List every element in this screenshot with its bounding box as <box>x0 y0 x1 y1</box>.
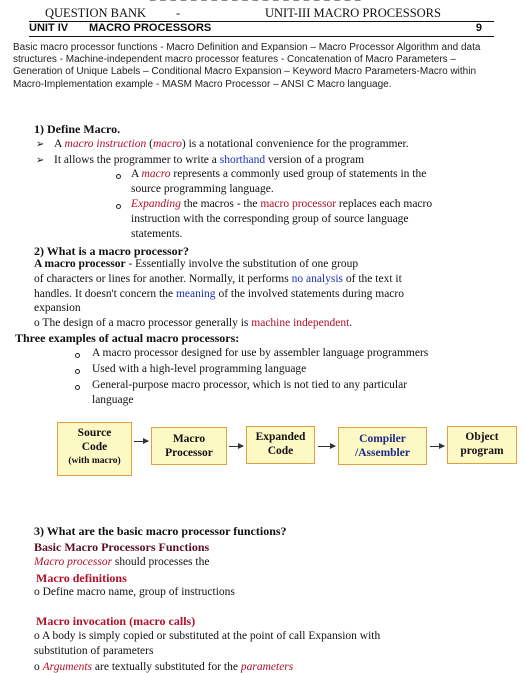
parameters-term: parameters <box>240 661 294 673</box>
text: . <box>349 317 353 329</box>
box-note: (with macro) <box>68 456 121 466</box>
macro-processor-box <box>151 427 227 465</box>
q2-paragraph-line4: expansion <box>34 302 81 314</box>
q1-bullet-1 <box>54 138 409 150</box>
meaning-link[interactable]: meaning <box>175 288 216 300</box>
q3-line1 <box>34 556 209 568</box>
unit-title: UNIT-III MACRO PROCESSORS <box>265 6 441 20</box>
q2-paragraph-line3 <box>34 288 404 300</box>
text: handles. It doesn't concern the <box>34 288 176 300</box>
macro-invocation-item-line1: o A body is simply copied or substituted at the point of call Expansion with <box>34 630 381 642</box>
box-label: /Assembler <box>355 447 410 459</box>
macro-term: macro <box>152 138 182 150</box>
unit-number: UNIT IV <box>29 22 69 34</box>
q1-sub-2-line2: instruction with the corresponding group of source language <box>131 213 409 225</box>
box-label: Macro <box>172 433 206 445</box>
basic-functions-heading: Basic Macro Processors Functions <box>34 540 210 554</box>
shorthand-link[interactable]: shorthand <box>219 154 266 166</box>
q2-design-line <box>34 317 352 329</box>
q1-sub-1-line2: source programming language. <box>131 183 274 195</box>
circle-bullet-icon <box>75 369 80 374</box>
text: It allows the programmer to write a <box>54 154 220 166</box>
box-label: Code <box>81 441 108 453</box>
text: A <box>54 138 65 150</box>
q1-sub-2-line3: statements. <box>131 228 183 240</box>
arguments-line-cropped <box>34 661 293 673</box>
circle-bullet-icon <box>116 174 121 179</box>
q2-paragraph-line2 <box>34 273 402 285</box>
example-item: A macro processor designed for use by assembler language programmers <box>92 347 429 359</box>
text: the macros - the <box>180 198 261 210</box>
source-code-box <box>57 422 132 476</box>
box-label: Compiler <box>359 433 406 445</box>
text: o <box>34 661 43 673</box>
text: represents a commonly used group of statements in the <box>170 168 427 180</box>
expanding-term: Expanding <box>131 198 181 210</box>
q2-paragraph-line1 <box>34 258 358 270</box>
macro-processor-link[interactable]: macro processor <box>260 198 337 210</box>
text: version of a program <box>265 154 365 166</box>
text: of characters or lines for another. Normally, it performs <box>34 273 292 285</box>
macro-term: macro <box>141 168 171 180</box>
arrow-bullet-icon: ➢ <box>36 155 45 166</box>
subheader-rule <box>29 36 494 37</box>
question-bank-label: QUESTION BANK <box>45 6 147 20</box>
box-label: Source <box>77 427 112 439</box>
text: - Essentially involve the substitution of one group <box>125 258 359 270</box>
text: replaces each macro <box>336 198 433 210</box>
object-program-box <box>447 426 517 464</box>
macro-processor-term: A macro processor <box>34 258 126 270</box>
macro-instruction-term: macro instruction <box>64 138 147 150</box>
arguments-term: Arguments <box>42 661 93 673</box>
flow-arrow-icon <box>318 446 335 447</box>
text: should processes the <box>112 556 210 568</box>
box-label: Expanded <box>255 431 306 443</box>
q3-heading: 3) What are the basic macro processor functions? <box>34 524 287 538</box>
circle-bullet-icon <box>116 204 121 209</box>
syllabus-text: Basic macro processor functions - Macro Definition and Expansion – Macro Processor Algorithm and data structures - Machine-independent macro processor features - Concatenation of Macro Parameters – Generation of Unique Labels – Conditional Macro Expansion – Keyword Macro Parameters-Macro within Macro-Implementation example - MASM Macro Processor – ANSI C Macro language. <box>13 42 481 90</box>
subject-title: MACRO PROCESSORS <box>89 22 212 34</box>
text: o The design of a macro processor generally is <box>34 317 252 329</box>
text: are textually substituted for the <box>92 661 241 673</box>
text: ( <box>146 138 153 150</box>
macro-definitions-item: o Define macro name, group of instructions <box>34 586 235 598</box>
q2-heading: 2) What is a macro processor? <box>34 244 189 258</box>
macro-definitions-heading: Macro definitions <box>36 571 127 585</box>
macro-processor-term: Macro processor <box>34 556 113 568</box>
text: of the involved statements during macro <box>215 288 404 300</box>
q1-sub-2-line1 <box>131 198 432 210</box>
example-item-continued: language <box>92 394 134 406</box>
text: of the text it <box>343 273 402 285</box>
examples-heading: Three examples of actual macro processors: <box>15 331 240 345</box>
text: A <box>131 168 142 180</box>
macro-invocation-heading: Macro invocation (macro calls) <box>36 614 196 628</box>
header-separator: - <box>176 6 181 20</box>
macro-processing-flow-diagram <box>57 422 521 480</box>
circle-bullet-icon <box>75 385 80 390</box>
arrow-bullet-icon: ➢ <box>36 139 45 150</box>
expanded-code-box <box>246 426 315 464</box>
q1-heading: 1) Define Macro. <box>34 122 121 136</box>
macro-invocation-item-line2: substitution of parameters <box>34 645 154 657</box>
page-number: 9 <box>475 22 482 34</box>
flow-arrow-icon <box>134 441 148 442</box>
flow-arrow-icon <box>430 446 444 447</box>
example-item: General-purpose macro processor, which is not tied to any particular <box>92 379 408 391</box>
cropped-top-text: – – – – – – – – – – – – – – – – – – – – – <box>150 0 362 6</box>
q1-sub-1-line1 <box>131 168 426 180</box>
box-label: Code <box>267 445 294 457</box>
circle-bullet-icon <box>75 353 80 358</box>
q1-bullet-2 <box>54 154 364 166</box>
machine-independent-link[interactable]: machine independent <box>251 317 350 329</box>
example-item: Used with a high-level programming language <box>92 363 307 375</box>
compiler-assembler-box <box>338 427 427 465</box>
box-label: program <box>460 445 504 457</box>
no-analysis-link[interactable]: no analysis <box>291 273 344 285</box>
box-label: Object <box>465 431 499 443</box>
flow-arrow-icon <box>229 446 243 447</box>
text: ) is a notational convenience for the programmer. <box>181 138 409 150</box>
box-label: Processor <box>165 447 213 459</box>
